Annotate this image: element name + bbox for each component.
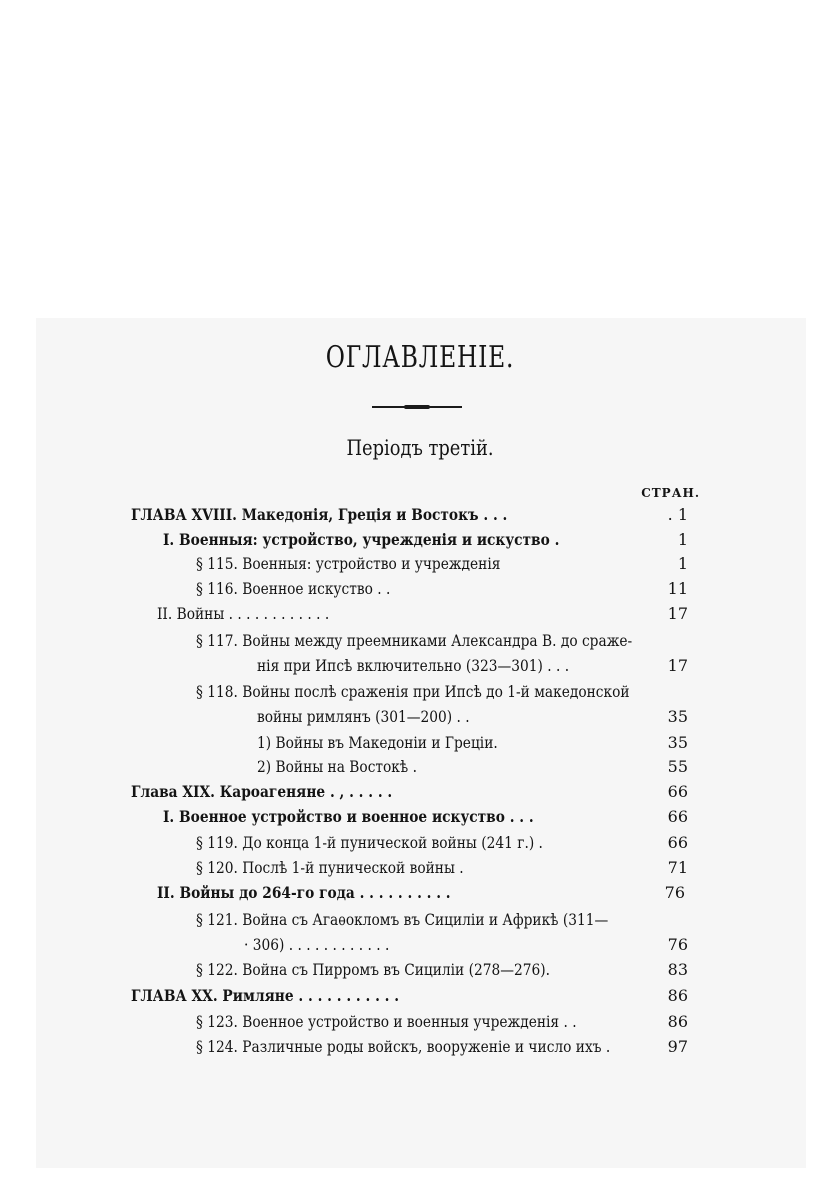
toc-line xyxy=(0,882,840,904)
toc-entry-text: нія при Ипсѣ включительно (323—301) . . . xyxy=(257,656,570,675)
toc-entry-text: 2) Войны на Востокѣ . xyxy=(257,757,417,776)
toc-page-number: 83 xyxy=(667,960,688,979)
toc-entry-text: § 119. До конца 1-й пунической войны (241 г.) . xyxy=(196,833,543,852)
toc-entry-text: § 116. Военное искуство . . xyxy=(196,579,391,598)
toc-page-number: 97 xyxy=(667,1037,688,1056)
toc-line xyxy=(0,1036,840,1058)
toc-page-number: 66 xyxy=(667,833,688,852)
toc-line xyxy=(0,1011,840,1033)
toc-page-number: 66 xyxy=(667,782,688,801)
toc-entry-text: I. Военныя: устройство, учрежденія и искуство . xyxy=(163,530,560,549)
toc-page-number: 76 xyxy=(667,935,688,954)
toc-line xyxy=(0,857,840,879)
toc-line xyxy=(0,934,840,956)
toc-entry-text: Глава XIX. Кароагеняне . , . . . . . xyxy=(131,782,393,801)
toc-entry-text: · 306) . . . . . . . . . . . . xyxy=(244,935,390,954)
toc-line xyxy=(0,756,840,778)
toc-entry-text: § 122. Война съ Пирромъ въ Сициліи (278—276). xyxy=(196,960,550,979)
toc-page-number: 35 xyxy=(667,707,688,726)
toc-page-number: 35 xyxy=(667,733,688,752)
toc-page-number: 66 xyxy=(667,807,688,826)
toc-entry-text: § 121. Война съ Агаѳокломъ въ Сициліи и Африкѣ (311— xyxy=(196,910,609,929)
title-divider xyxy=(372,406,462,408)
toc-entry-text: войны римлянъ (301—200) . . xyxy=(257,707,470,726)
toc-line xyxy=(0,959,840,981)
toc-entry-text: § 115. Военныя: устройство и учрежденія xyxy=(196,554,501,573)
toc-line xyxy=(0,603,840,625)
toc-line xyxy=(0,985,840,1007)
toc-page-number: 1 xyxy=(677,530,688,549)
toc-entry-text: I. Военное устройство и военное искуство . . . xyxy=(163,807,534,826)
toc-line xyxy=(0,553,840,575)
toc-line xyxy=(0,504,840,526)
toc-line xyxy=(0,655,840,677)
page-column-header: СТРАН. xyxy=(641,486,700,500)
toc-line xyxy=(0,630,840,652)
toc-entry-text: § 123. Военное устройство и военныя учрежденія . . xyxy=(196,1012,577,1031)
toc-entry-text: § 124. Различные роды войскъ, вооруженіе и число ихъ . xyxy=(196,1037,611,1056)
toc-line xyxy=(0,681,840,703)
page-title: ОГЛАВЛЕНІЕ. xyxy=(325,340,515,375)
toc-page-number: 86 xyxy=(667,1012,688,1031)
toc-page-number: . 1 xyxy=(667,505,688,524)
toc-page-number: 17 xyxy=(667,604,688,623)
toc-entry-text: § 120. Послѣ 1-й пунической войны . xyxy=(196,858,464,877)
toc-entry-text: § 118. Войны послѣ сраженія при Ипсѣ до 1-й македонской xyxy=(196,682,630,701)
toc-line xyxy=(0,909,840,931)
toc-page-number: 1 xyxy=(677,554,688,573)
section-subtitle: Періодъ третій. xyxy=(346,436,494,460)
toc-page-number: 55 xyxy=(667,757,688,776)
toc-entry-text: II. Войны . . . . . . . . . . . . xyxy=(157,604,330,623)
toc-page-number: 71 xyxy=(667,858,688,877)
toc-entry-text: ГЛАВА XVIII. Македонія, Греція и Востокъ . . . xyxy=(131,505,508,524)
toc-page-number: 86 xyxy=(667,986,688,1005)
toc-line xyxy=(0,529,840,551)
toc-entry-text: ГЛАВА XX. Римляне . . . . . . . . . . . xyxy=(131,986,400,1005)
toc-line xyxy=(0,578,840,600)
toc-line xyxy=(0,781,840,803)
toc-page-number: 17 xyxy=(667,656,688,675)
toc-line xyxy=(0,832,840,854)
toc-entry-text: § 117. Войны между преемниками Александра В. до сраже- xyxy=(196,631,633,650)
toc-page-number: 11 xyxy=(667,579,688,598)
toc-page-number: 76 xyxy=(664,883,685,902)
toc-entry-text: 1) Войны въ Македоніи и Греціи. xyxy=(257,733,498,752)
toc-entry-text: II. Войны до 264-го года . . . . . . . . . . xyxy=(157,883,451,902)
toc-line xyxy=(0,732,840,754)
toc-line xyxy=(0,706,840,728)
toc-line xyxy=(0,806,840,828)
